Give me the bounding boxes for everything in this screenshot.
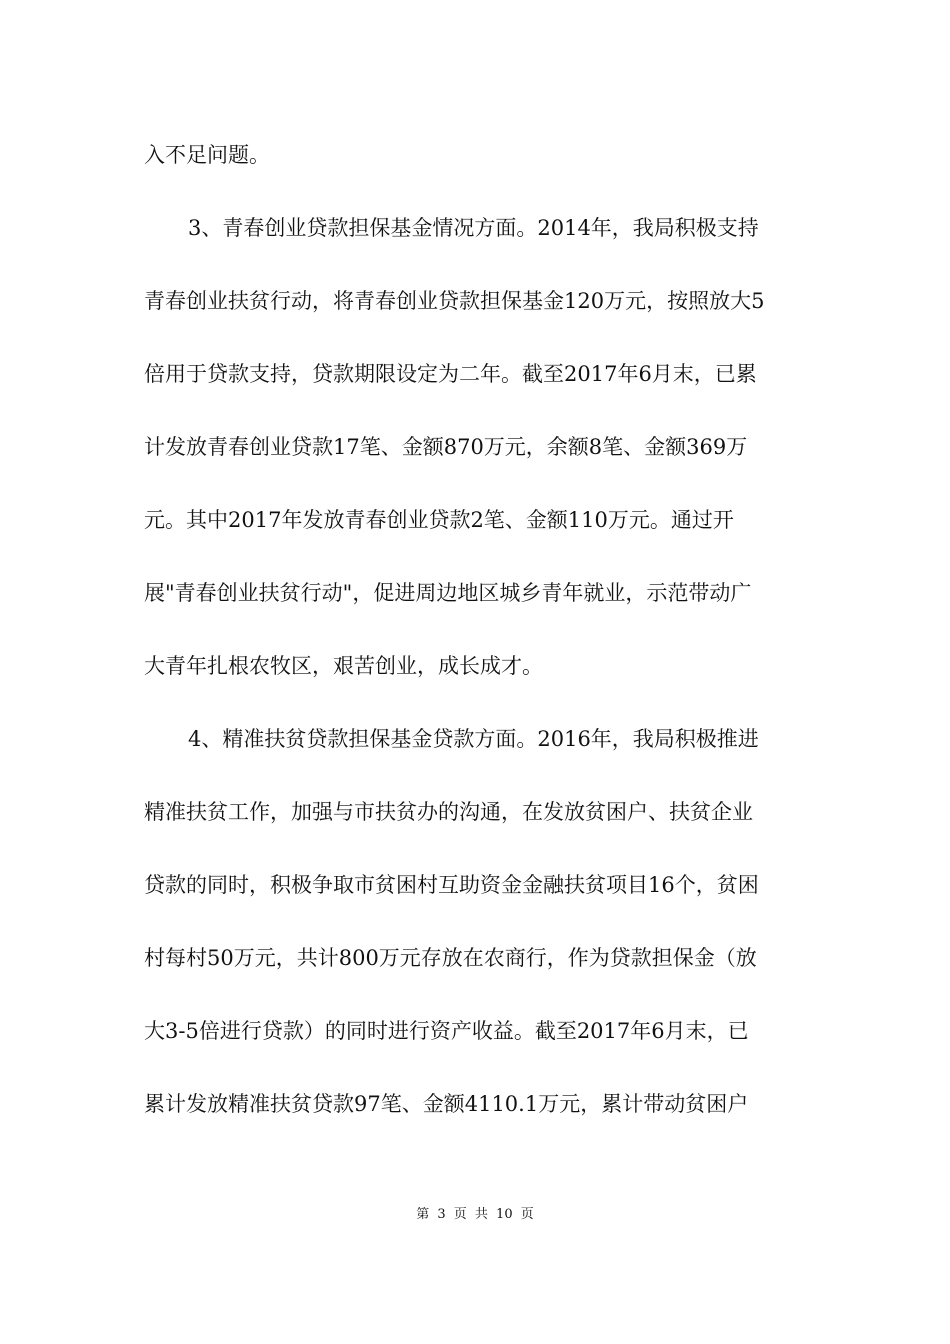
paragraph-4-line: 村每村50万元，共计800万元存放在农商行，作为贷款担保金（放 — [144, 946, 757, 970]
paragraph-3-line: 展"青春创业扶贫行动"，促进周边地区城乡青年就业，示范带动广 — [144, 581, 752, 605]
paragraph-3-line: 3、青春创业贷款担保基金情况方面。2014年，我局积极支持 — [188, 216, 759, 240]
paragraph-3-line: 倍用于贷款支持，贷款期限设定为二年。截至2017年6月末，已累 — [144, 362, 757, 386]
paragraph-3-line: 计发放青春创业贷款17笔、金额870万元，余额8笔、金额369万 — [144, 435, 748, 459]
paragraph-3-line: 大青年扎根农牧区，艰苦创业，成长成才。 — [144, 654, 543, 678]
text-line: 入不足问题。 — [144, 143, 270, 167]
paragraph-4-line: 累计发放精准扶贫贷款97笔、金额4110.1万元，累计带动贫困户 — [144, 1092, 749, 1116]
paragraph-3-line: 青春创业扶贫行动，将青春创业贷款担保基金120万元，按照放大5 — [144, 289, 765, 313]
paragraph-4-line: 贷款的同时，积极争取市贫困村互助资金金融扶贫项目16个，贫困 — [144, 873, 759, 897]
page-number-footer: 第 3 页 共 10 页 — [416, 1207, 534, 1222]
paragraph-4-line: 4、精准扶贫贷款担保基金贷款方面。2016年，我局积极推进 — [188, 727, 759, 751]
paragraph-3-line: 元。其中2017年发放青春创业贷款2笔、金额110万元。通过开 — [144, 508, 734, 532]
paragraph-4-line: 大3-5倍进行贷款）的同时进行资产收益。截至2017年6月末，已 — [144, 1019, 749, 1043]
paragraph-4-line: 精准扶贫工作，加强与市扶贫办的沟通，在发放贫困户、扶贫企业 — [144, 800, 753, 824]
